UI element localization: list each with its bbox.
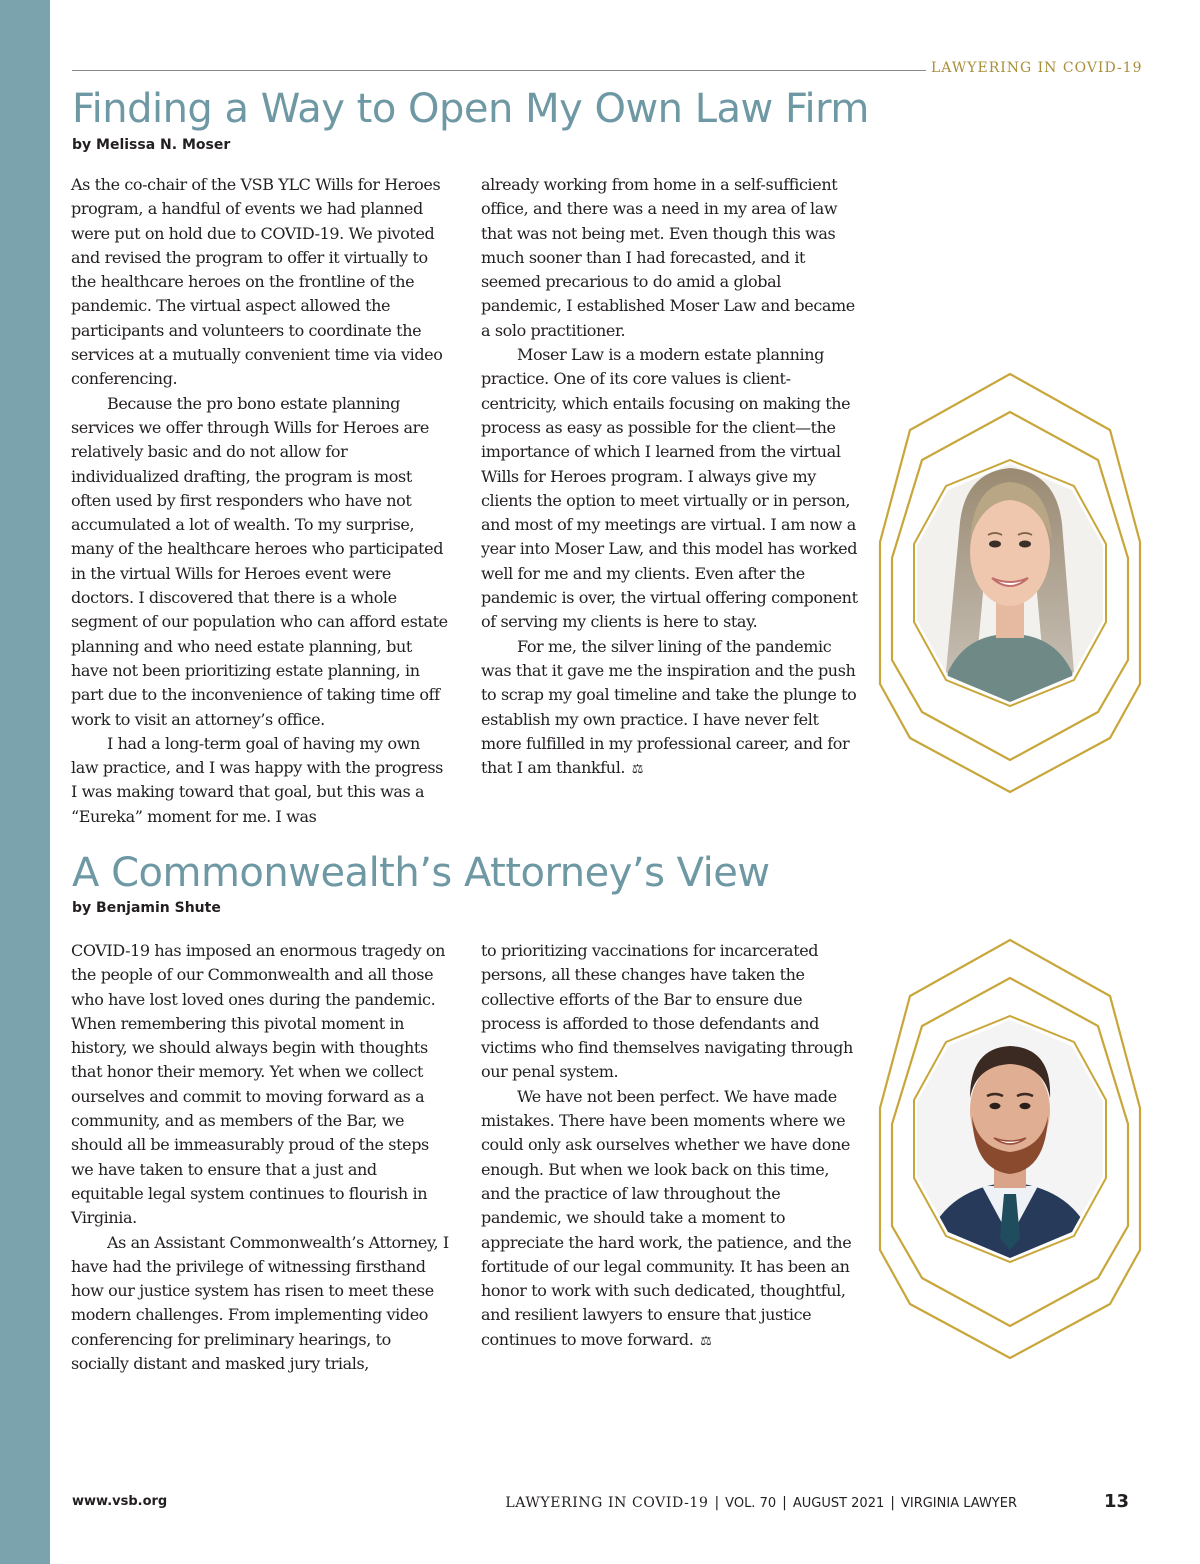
footer-website: www.vsb.org [72,1494,168,1509]
paragraph: Because the pro bono estate planning services we offer through Wills for Heroes are relatively basic and do not allow for individualized drafting, the program is most often used by first responders who have not accumulated a lot of wealth. To my surprise, many of the healthcare heroes who participated in the virtual Wills for Heroes event were doctors. I discovered that there is a whole segment of our population who can afford estate planning and who need estate planning, but have not been prioritizing estate planning, in part due to the inconvenience of taking time off work to visit an attorney’s office. [71,393,448,729]
footer-separator: | [714,1495,720,1511]
paragraph-text: We have not been perfect. We have made mistakes. There have been moments where we could only ask ourselves whether we have done enough. But when we look back on this time, and the practice of law throughout the pandemic, we should take a moment to appreciate the hard work, the patience, and the fortitude of our legal community. It has been an honor to work with such dedicated, thoughtful, and resilient lawyers to ensure that justice continues to move forward. [481,1086,852,1349]
scales-end-icon: ⚖ [631,762,644,778]
woman-portrait-icon [878,372,1142,794]
byline: by Melissa N. Moser [72,137,231,153]
scales-end-icon: ⚖ [700,1333,712,1349]
header-rule [72,70,926,71]
paragraph: to prioritizing vaccinations for incarcerated persons, all these changes have taken the collective efforts of the Bar to ensure due process is afforded to those defendants and victims who find themselves navigating through our penal system. [481,941,853,1082]
article-title: A Commonwealth’s Attorney’s View [72,850,770,896]
paragraph: As the co-chair of the VSB YLC Wills for Heroes program, a handful of events we had planned were put on hold due to COVID-19. We pivoted and revised the program to offer it virtually to the healthcare heroes on the frontline of the pandemic. The virtual aspect allowed the participants and volunteers to coordinate the services at a mutually convenient time via video conferencing. [71,175,443,389]
article-column [481,939,859,1354]
section-label: LAWYERING IN COVID-19 [931,60,1143,76]
article-column [71,173,449,829]
paragraph: already working from home in a self-sufficient office, and there was a need in my area of law that was not being met. Even though this was much sooner than I had forecasted, and it seemed precarious to do amid a global pandemic, I established Moser Law and became a solo practitioner. [481,175,855,340]
paragraph: As an Assistant Commonwealth’s Attorney, I have had the privilege of witnessing firsthand how our justice system has risen to meet these modern challenges. From implementing video conferencing for preliminary hearings, to socially distant and masked jury trials, [71,1232,449,1374]
paragraph-text: For me, the silver lining of the pandemic was that it gave me the inspiration and the push to scrap my goal timeline and take the plunge to establish my own practice. I have never felt more fulfilled in my professional career, and for that I am thankful. [481,636,857,778]
footer-separator: | [890,1495,895,1511]
paragraph [481,635,859,783]
man-portrait-icon [878,938,1142,1360]
paragraph: Moser Law is a modern estate planning practice. One of its core values is client-centricity, which entails focusing on making the process as easy as possible for the client—the importance of which I learned from the virtual Wills for Heroes program. I always give my clients the option to meet virtually or in person, and most of my meetings are virtual. I am now a year into Moser Law, and this model has worked well for me and my clients. Even after the pandemic is over, the virtual offering component of serving my clients is here to stay. [481,345,858,632]
footer-publication: VIRGINIA LAWYER [900,1496,1017,1511]
author-portrait-frame [878,372,1142,794]
byline: by Benjamin Shute [72,900,221,916]
article-title: Finding a Way to Open My Own Law Firm [72,86,869,132]
footer-date: AUGUST 2021 [792,1496,885,1511]
footer-publication-info [505,1495,1017,1511]
article-column [481,173,859,782]
footer-separator: | [782,1495,787,1511]
footer-volume: VOL. 70 [725,1496,777,1511]
page-number: 13 [1104,1491,1130,1512]
article-column [71,939,449,1376]
paragraph [481,1085,859,1354]
footer-section: LAWYERING IN COVID-19 [505,1495,709,1511]
paragraph: I had a long-term goal of having my own law practice, and I was happy with the progress I was making toward that goal, but this was a “Eureka” moment for me. I was [71,733,443,826]
side-color-bar [0,0,50,1564]
paragraph: COVID-19 has imposed an enormous tragedy on the people of our Commonwealth and all those who have lost loved ones during the pandemic. When remembering this pivotal moment in history, we should always begin with thoughts that honor their memory. Yet when we collect ourselves and commit to moving forward as a community, and as members of the Bar, we should all be immeasurably proud of the steps we have taken to ensure that a just and equitable legal system continues to flourish in Virginia. [71,941,446,1228]
author-portrait-frame [878,938,1142,1360]
